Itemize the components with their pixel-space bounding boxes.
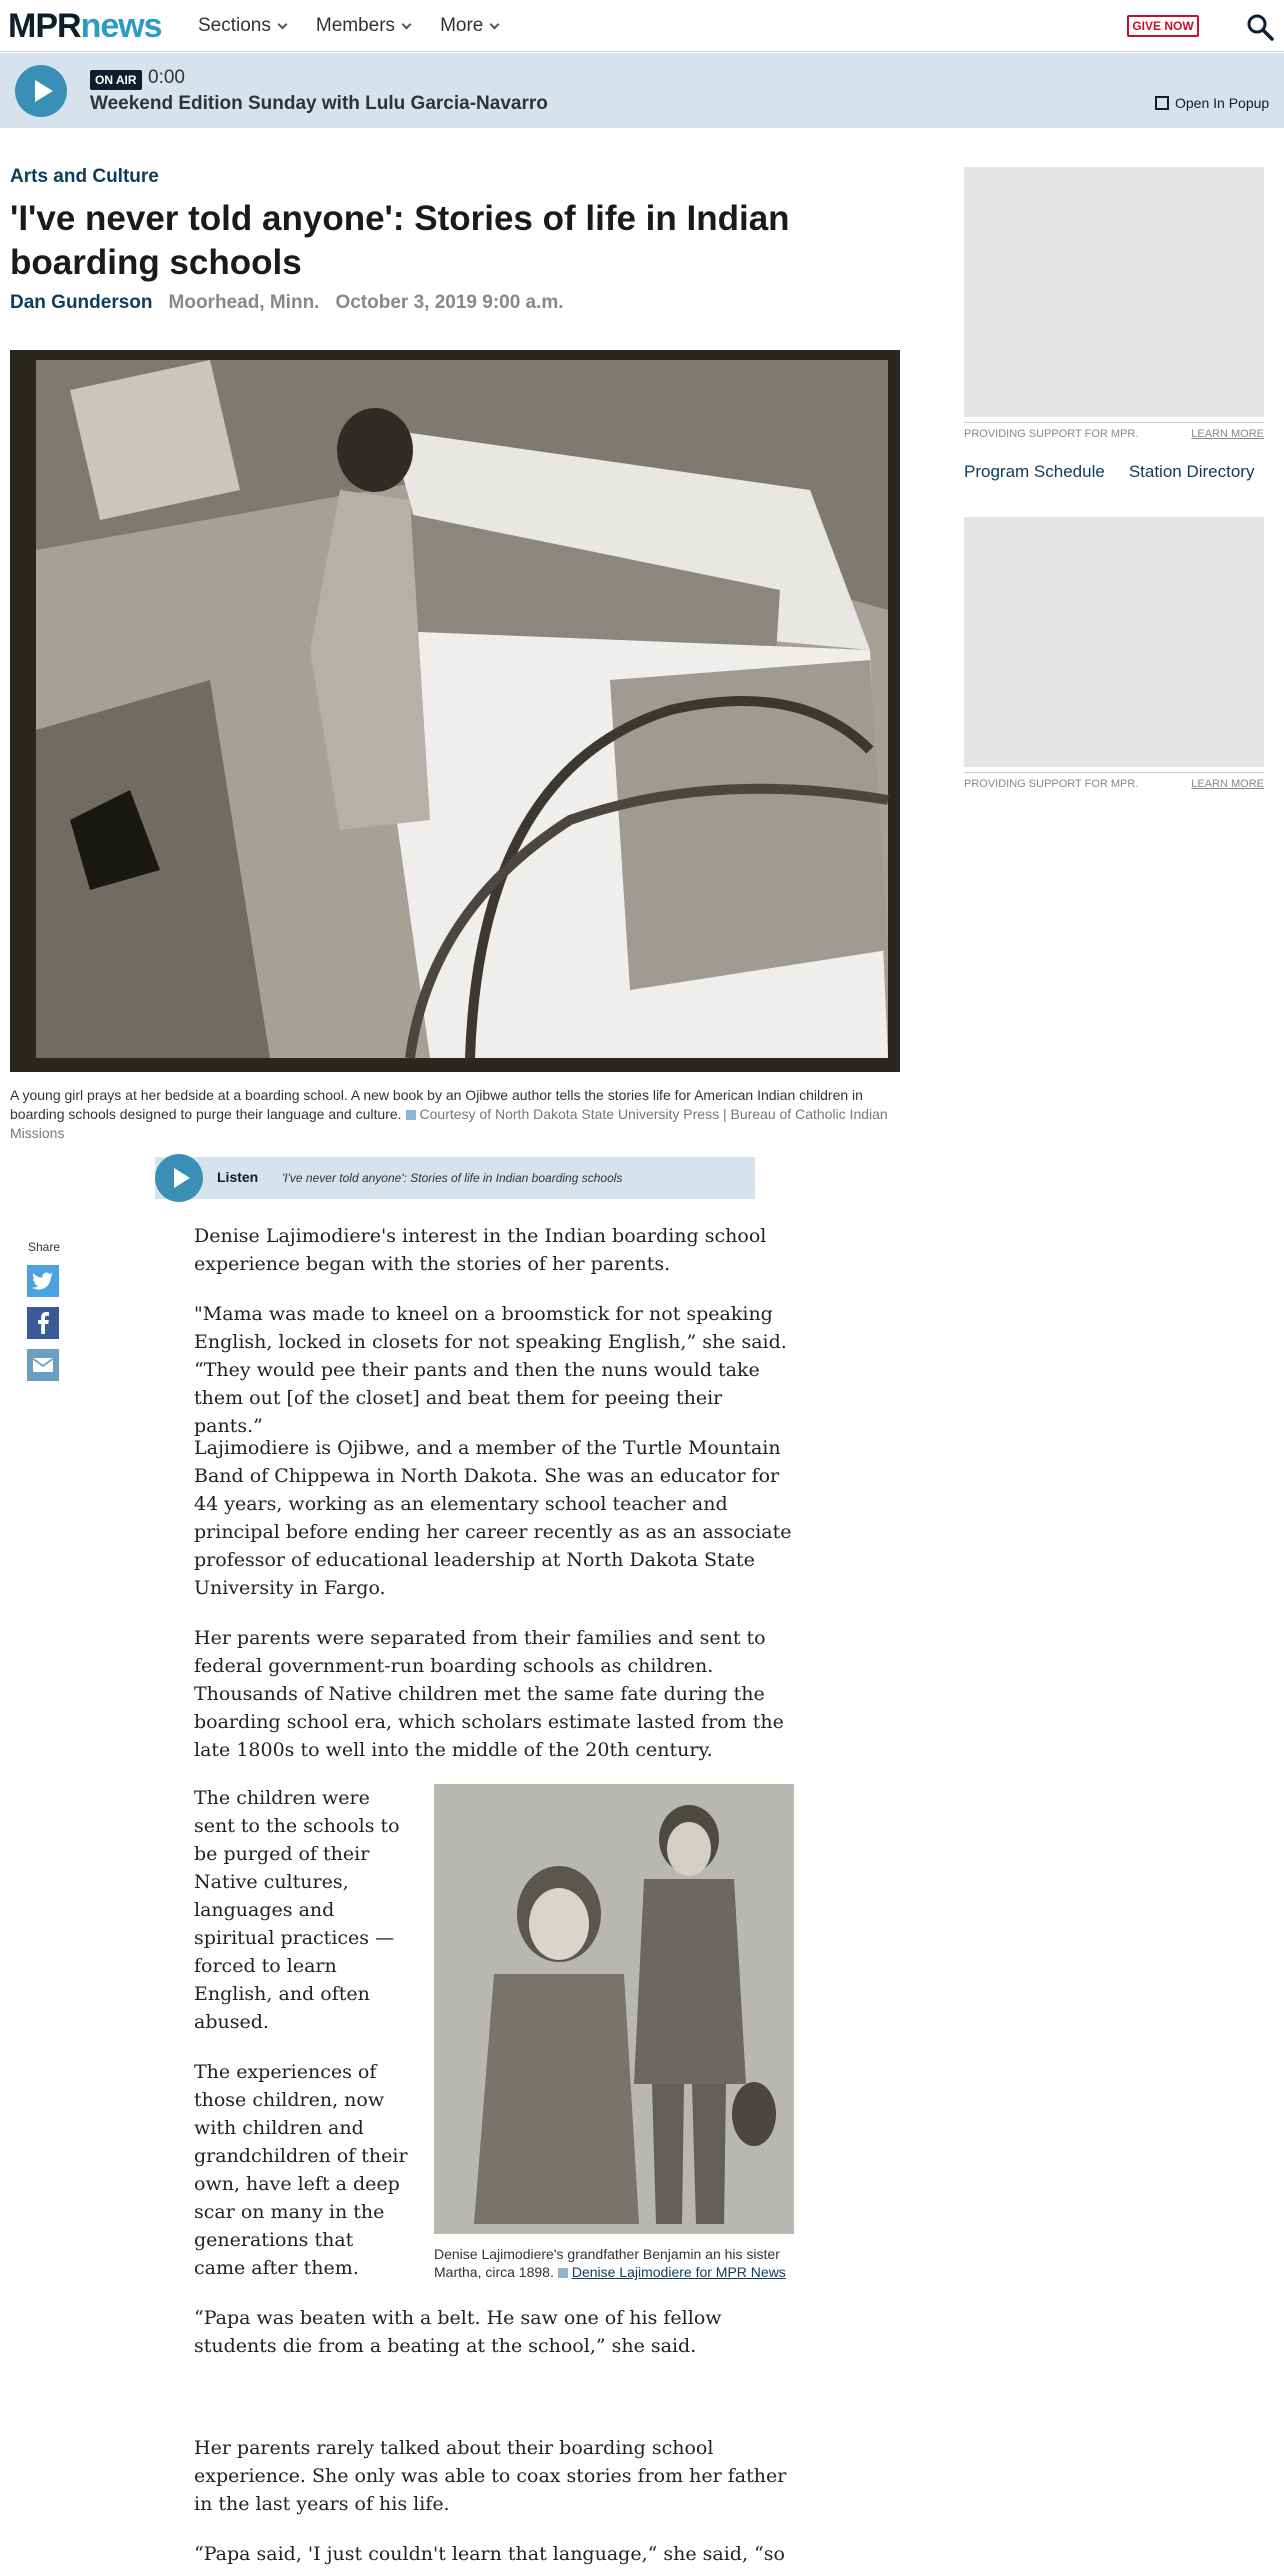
- inline-photo-caption: Denise Lajimodiere's grandfather Benjamin an his sister Martha, circa 1898. Denise Lajimodiere for MPR News: [434, 2246, 786, 2280]
- article-section-link[interactable]: Arts and Culture: [10, 166, 159, 187]
- email-icon: [32, 1357, 54, 1373]
- credit-marker-icon: [558, 2268, 568, 2278]
- give-now-button[interactable]: GIVE NOW: [1127, 15, 1199, 37]
- popup-window-icon: [1155, 96, 1169, 110]
- facebook-icon: [36, 1312, 50, 1334]
- article-paragraph: “Papa said, 'I just couldn't learn that language,“ she said, “so: [194, 2543, 785, 2565]
- ad-support-note: PROVIDING SUPPORT FOR MPR. LEARN MORE: [964, 772, 1264, 790]
- lead-photo: [10, 350, 900, 1072]
- lead-photo-caption: A young girl prays at her bedside at a boarding school. A new book by an Ojibwe author tells the stories life for American Indian children in boarding schools designed to purge their language and culture. Courtesy of North Dakota State University Press | Bureau of Catholic Indian Missions: [10, 1087, 888, 1141]
- player-time: 0:00: [148, 67, 185, 88]
- nav-more[interactable]: More: [440, 15, 498, 37]
- learn-more-link[interactable]: LEARN MORE: [1191, 778, 1264, 790]
- open-in-popup-link[interactable]: Open In Popup: [1155, 95, 1269, 111]
- live-play-button[interactable]: [15, 65, 67, 117]
- article-paragraph: Her parents rarely talked about their boarding school experience. She only was able to coax stories from her father in the last years of his life.: [194, 2437, 787, 2515]
- play-icon: [35, 80, 53, 102]
- author-link[interactable]: Dan Gunderson: [10, 292, 153, 313]
- share-label: Share: [28, 1240, 61, 1254]
- article-title: 'I've never told anyone': Stories of life in Indian boarding schools: [10, 199, 790, 282]
- lead-photo-illustration: [10, 350, 900, 1072]
- chevron-down-icon: [277, 19, 287, 29]
- chevron-down-icon: [402, 19, 412, 29]
- article-paragraph: Her parents were separated from their families and sent to federal government-run boarding schools as children. Thousands of Native children met the same fate during the boarding school era, which scholars estimate lasted from the late 1800s to well into the middle of the 20th century.: [194, 1627, 784, 1761]
- publish-date: October 3, 2019 9:00 a.m.: [335, 292, 564, 313]
- now-playing-show: Weekend Edition Sunday with Lulu Garcia-Navarro: [90, 93, 548, 114]
- listen-play-button[interactable]: [155, 1154, 203, 1202]
- ad-support-note: PROVIDING SUPPORT FOR MPR. LEARN MORE: [964, 422, 1264, 440]
- rail-links: [964, 462, 1254, 482]
- ad-slot-top[interactable]: [964, 167, 1264, 417]
- article-paragraph: "Mama was made to kneel on a broomstick for not speaking English, locked in closets for not speaking English,” she said. “They would pee their pants and then the nuns would take them out [of the closet] and beat them for peeing their pants.”: [194, 1303, 787, 1437]
- mpr-news-logo[interactable]: MPR news: [8, 6, 162, 45]
- article-paragraph: The children were sent to the schools to be purged of their Native cultures, languages and spiritual practices — forced to learn English, and often abused.: [194, 1787, 400, 2033]
- share-twitter-button[interactable]: [27, 1265, 59, 1297]
- play-icon: [174, 1168, 190, 1188]
- article-paragraph: Lajimodiere is Ojibwe, and a member of the Turtle Mountain Band of Chippewa in North Dakota. She was an educator for 44 years, working as an elementary school teacher and principal before ending her career recently as as an associate professor of educational leadership at North Dakota State University in Fargo.: [194, 1437, 792, 1599]
- nav-sections[interactable]: Sections: [198, 15, 286, 37]
- listen-player[interactable]: [155, 1157, 755, 1199]
- article-paragraph: “Papa was beaten with a belt. He saw one of his fellow students die from a beating at the school,” she said.: [194, 2307, 722, 2357]
- learn-more-link[interactable]: LEARN MORE: [1191, 428, 1264, 440]
- listen-audio-title: 'I've never told anyone': Stories of life in Indian boarding schools: [282, 1171, 623, 1185]
- on-air-badge: ON AIR: [90, 70, 142, 90]
- top-navigation-bar: [0, 0, 1284, 52]
- program-schedule-link[interactable]: Program Schedule: [964, 462, 1105, 481]
- inline-photo-credit-link[interactable]: Denise Lajimodiere for MPR News: [571, 2264, 786, 2280]
- byline: [10, 292, 564, 314]
- ad-slot-bottom[interactable]: [964, 517, 1264, 767]
- station-directory-link[interactable]: Station Directory: [1128, 462, 1255, 481]
- chevron-down-icon: [490, 19, 500, 29]
- article-paragraph: Denise Lajimodiere's interest in the Indian boarding school experience began with the stories of her parents.: [194, 1225, 767, 1275]
- article-paragraph: The experiences of those children, now with children and grandchildren of their own, have left a deep scar on many in the generations that came after them.: [194, 2061, 408, 2279]
- share-facebook-button[interactable]: [27, 1307, 59, 1339]
- dateline-location: Moorhead, Minn.: [168, 292, 320, 313]
- inline-photo-illustration: [434, 1784, 794, 2234]
- photo-credit: Courtesy of North Dakota State University Press | Bureau of Catholic Indian Missions: [10, 1106, 888, 1141]
- live-player-bar: [0, 53, 1284, 128]
- listen-label: Listen: [217, 1169, 259, 1185]
- nav-members[interactable]: Members: [316, 15, 410, 37]
- credit-marker-icon: [406, 1110, 416, 1120]
- twitter-icon: [32, 1272, 54, 1290]
- search-icon[interactable]: [1246, 13, 1274, 41]
- inline-photo: [434, 1784, 794, 2234]
- main-nav: [198, 0, 498, 52]
- share-email-button[interactable]: [27, 1349, 59, 1381]
